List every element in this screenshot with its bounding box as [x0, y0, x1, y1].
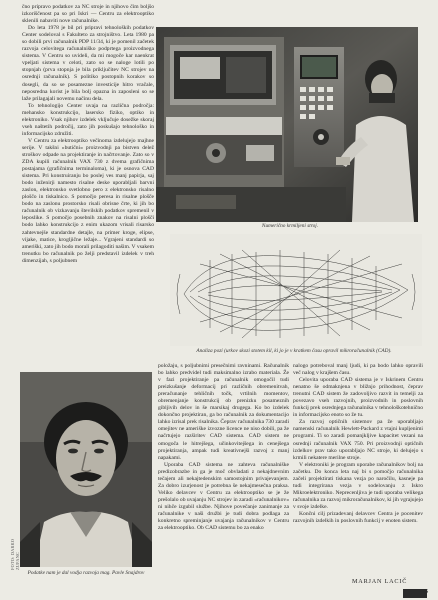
wireframe-mesh — [170, 234, 422, 346]
paragraph: V elektroniki je program uporabe računalnikov bolj na začetku. Do konca leta naj bi s pomočjo računalnika začeli projektirati tiskana vezja po naročilu, kasneje pa tudi integrirana vezja v sodelovanju z Iskro Mikroelektroniko. Neprecenljiva je tudi uporaba velikega računalnika za razvoj mikroračunalnikov, ki jih vgrajujejo v svoje izdelke. — [293, 461, 423, 510]
author-signature: MARJAN LACIČ — [352, 578, 408, 585]
cnc-machine-illustration — [156, 27, 418, 222]
photo-caption-machine: Numerično krmiljeni stroj. — [261, 223, 319, 229]
paragraph: Za razvoj optičnih sistemov pa že uporabljajo namenski računalnik Hewlett-Packard z vtajni kupljenimi programi. Ti so zaradi pomanjkljive kapacitet vezani na osrednji računalnik VAX 750. Pri proizvodnji optičnih izdelkov prav tako uporabljajo NC stroje, ki delujejo s krmili nekatere merilne stroje. — [293, 419, 423, 461]
portrait-illustration — [20, 372, 152, 567]
page-number: 5 — [425, 589, 428, 595]
paragraph: Končni cilj prizadevanj delavcev Centra je pocenitev razvojnih izdelkih in poslovnih funkcij v enoten sistem. — [293, 510, 423, 525]
article-column-3 — [293, 363, 423, 575]
article-column-1 — [22, 4, 154, 370]
paragraph: Uporaba CAD sistema ne zahteva računalniške predizobrazbe in ga je moč obvladati z nekajdnevnim tečajem ali nekajtedenskim samostojnim privajevanjem. Za dobro izurjenost je potrebna še nekajmesečna praksa. Veliko delavcev v Centru za elektrooptiko se je že prešolalo ob uvajanju NC strojev in zaradi »računalnikov« ni nihče izgubil službe. Njihove povečanje zanimanje za računalnike v naši družbi je tudi dobra podlaga za konkretno spreminjanje uvajanja računalnikov v Centru za elektrooptiko. Ob CAD sistemu bo za enako — [158, 461, 289, 532]
portrait-photo — [20, 372, 152, 567]
paragraph: Celovita uporaba CAD sistema je v Iskrinem Centru nenatno še odmaknjena v bližnjo prihodnost, čeprav trenutni CAD sistem že zadovoljivo razvit in temelji za povezavo vseh razvojnih, proizvodnih in poslovnih funkcij prek osrednjega računalnika v tehnološkotehnično in informacijsko enoto so že tu. — [293, 377, 423, 419]
folio-badge — [403, 589, 427, 598]
paragraph: Do leta 1978 je bil pri pripravi tehnoloških podatkov Center sodeloval s Fakulteto za strojništvo. Leta 1980 pa so dobili prvi računalnik PDP 11/34, ki je pomenil začetek razvoja celovitega računalniško podprtega proizvodnega sistema. V Centru so uvideli, da mi mogoče kar naenkrat vpeljati sistema v celoti, zato so se naloge lotili po stopnjah (prva stopnja je bila priključitev NC strojev na osrednji računalnik). S politiko postopnih korakov so dosegli, da so se posamezne investicije hitro vračale, neposredna korist je bila bolj opazna in zaposleni so se laže prilagajali novemu načinu dela. — [22, 25, 154, 102]
wireframe-analysis-figure — [170, 234, 422, 346]
photo-caption-portrait: Podatke nam je dal vodja razvoja mag. Pavle Snajdrov — [27, 570, 145, 576]
photo-credit: FOTO: DARKO ZUPANC — [10, 538, 20, 570]
figure-caption-analysis: Analiza pozi (urkov skozi stotem kil, ki jo je v kratkem času opravil mikroračunalnik (CAD). — [196, 348, 392, 354]
paragraph: nalogo potreboval manj ljudi, ki pa bodo lahko opravili več nalog v krajšem času. — [293, 363, 423, 377]
paragraph: V Centru za elektrooptiko večinoma izdelujejo majhne serije. V takšni »butični« proizvodnji pa bistven delež stroškov odpade na projektiranje in načrtovanje. Zato so v ZDA kupili računalnik VAX 730 z dvema grafičnima postajama (grafičnima terminaloma), ki je osnova CAD sistema. Pri konstruiranju bo poslej ves manj papirja, saj bodo inženirji namesto risalne deske uporabljali barvni zaslon, elektronsko svetlobno pero z elektronsko risalno ploščo in tiskalnico. S pomočjo peresa in risalne plošče bodo na zaslonu prostorsko risali obrisne črte, ki jih bo računalnik ob vizkavanju številskih podatkov spremenil v leposlike. S pomočjo posebnih znakov na risalni plošči bodo lahko konstrukcijo z enim ukazom vrisali risarsko zahtevnejše standardne detajle, na primer kroge, elipse, vijake, matice, krogljične ležaje... Vgrajeni standardi so ameriški, zato jih bodo morali prilagoditi našim. V vsakem trenutku bo računalnik po želji predstavil izdelek v treh dimenzijah, s poljubnem — [22, 137, 154, 264]
paragraph: čno pripravo podatkov za NC stroje in njihovo čim boljšo izkoriščenost pa so pri Iskri — Centru za elektrooptiko sklenili nabaviti nove računalnike. — [22, 4, 154, 25]
paragraph: To tehnologijo Center uvaja na različna področja: mehansko konstrukcijo, lasersko fiziko, optiko in elektroniko. Vsak njihov izdelek vključuje dosežke skoraj vseh naštetih področij, zato jih poskušajo tehnološko in informacijsko združiti. — [22, 102, 154, 137]
cnc-machine-photo — [156, 27, 418, 222]
paragraph: položaju, s poljubnimi presečnimi ravninami. Računalnik bo lahko predvidel tudi maksimalno izrabo materiala. Že v fazi projektiranje pa računalnik omogočil tudi preizkušanje deformacij pri različnih obremenitvah, preračunanje tehličnih točk, vrtilnih momentov, obremenjanje konstrukcij ob prenizku posameznih gibljivih delov in še marsikaj drugega. Ko bo izdelek dokončno projektiran, ga bo računalnik za dokumentacijo lahko izrisal prek risalnika. Čeprav računalnika 730 zaradi omejitev ne ameriške izvozne licence ne niso dobili, pa že načrtujejo razširitev CAD sistema. CAD sistem ne omogoča le hitrejšega, učinkovitejšega in cenejšega projektiranja, ampak tudi kreativnejši razvoj z manj napakami. — [158, 363, 289, 461]
article-column-2 — [158, 363, 289, 585]
